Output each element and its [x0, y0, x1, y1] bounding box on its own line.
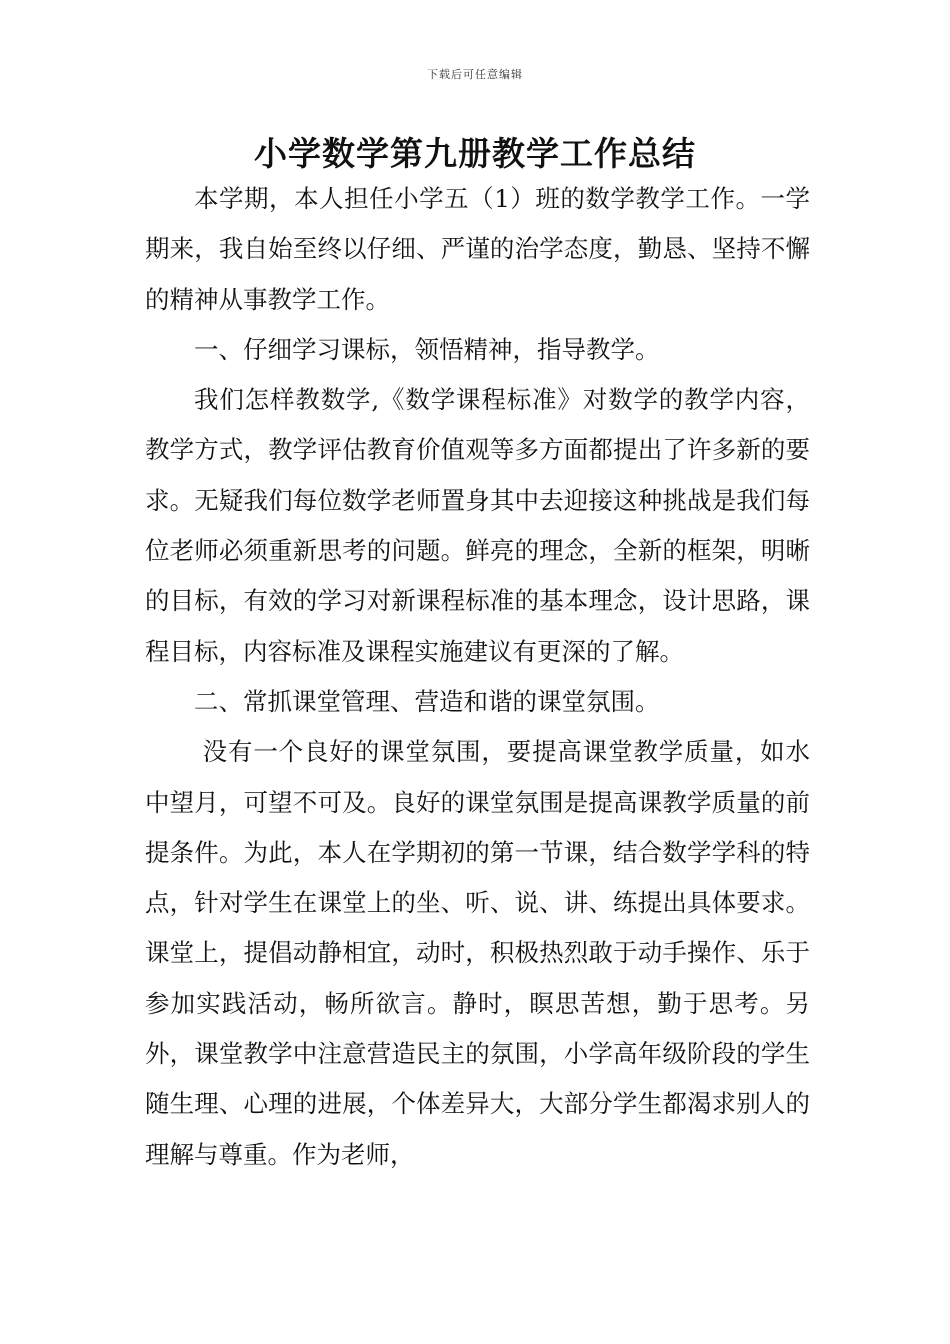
section-heading-2: 二、常抓课堂管理、营造和谐的课堂氛围。	[194, 686, 660, 716]
paragraph-section-1: 我们怎样教数学,《数学课程标准》对数学的教学内容，教学方式，教学评估教育价值观等多方面都提出了许多新的要求。无疑我们每位数学老师置身其中去迎接这种挑战是我们每位老师必须重新思考的问题。鲜亮的理念，全新的框架，明晰的目标，有效的学习对新课程标准的基本理念，设计思路，课程目标，内容标准及课程实施建议有更深的了解。	[145, 385, 810, 666]
document-title: 小学数学第九册教学工作总结	[254, 134, 696, 173]
document-body	[145, 174, 810, 1180]
section-heading-1: 一、仔细学习课标，领悟精神，指导教学。	[194, 334, 660, 364]
header-note: 下载后可任意编辑	[427, 68, 523, 81]
paragraph-section-2: 没有一个良好的课堂氛围，要提高课堂教学质量，如水中望月，可望不可及。良好的课堂氛围是提高课教学质量的前提条件。为此，本人在学期初的第一节课，结合数学学科的特点，针对学生在课堂上的坐、听、说、讲、练提出具体要求。课堂上，提倡动静相宜，动时，积极热烈敢于动手操作、乐于参加实践活动，畅所欲言。静时，瞑思苦想，勤于思考。另外，课堂教学中注意营造民主的氛围，小学高年级阶段的学生随生理、心理的进展，个体差异大，大部分学生都渴求别人的理解与尊重。作为老师，	[145, 737, 810, 1169]
paragraph-intro: 本学期，本人担任小学五（1）班的数学教学工作。一学期来，我自始至终以仔细、严谨的治学态度，勤恳、坚持不懈的精神从事教学工作。	[145, 184, 810, 314]
